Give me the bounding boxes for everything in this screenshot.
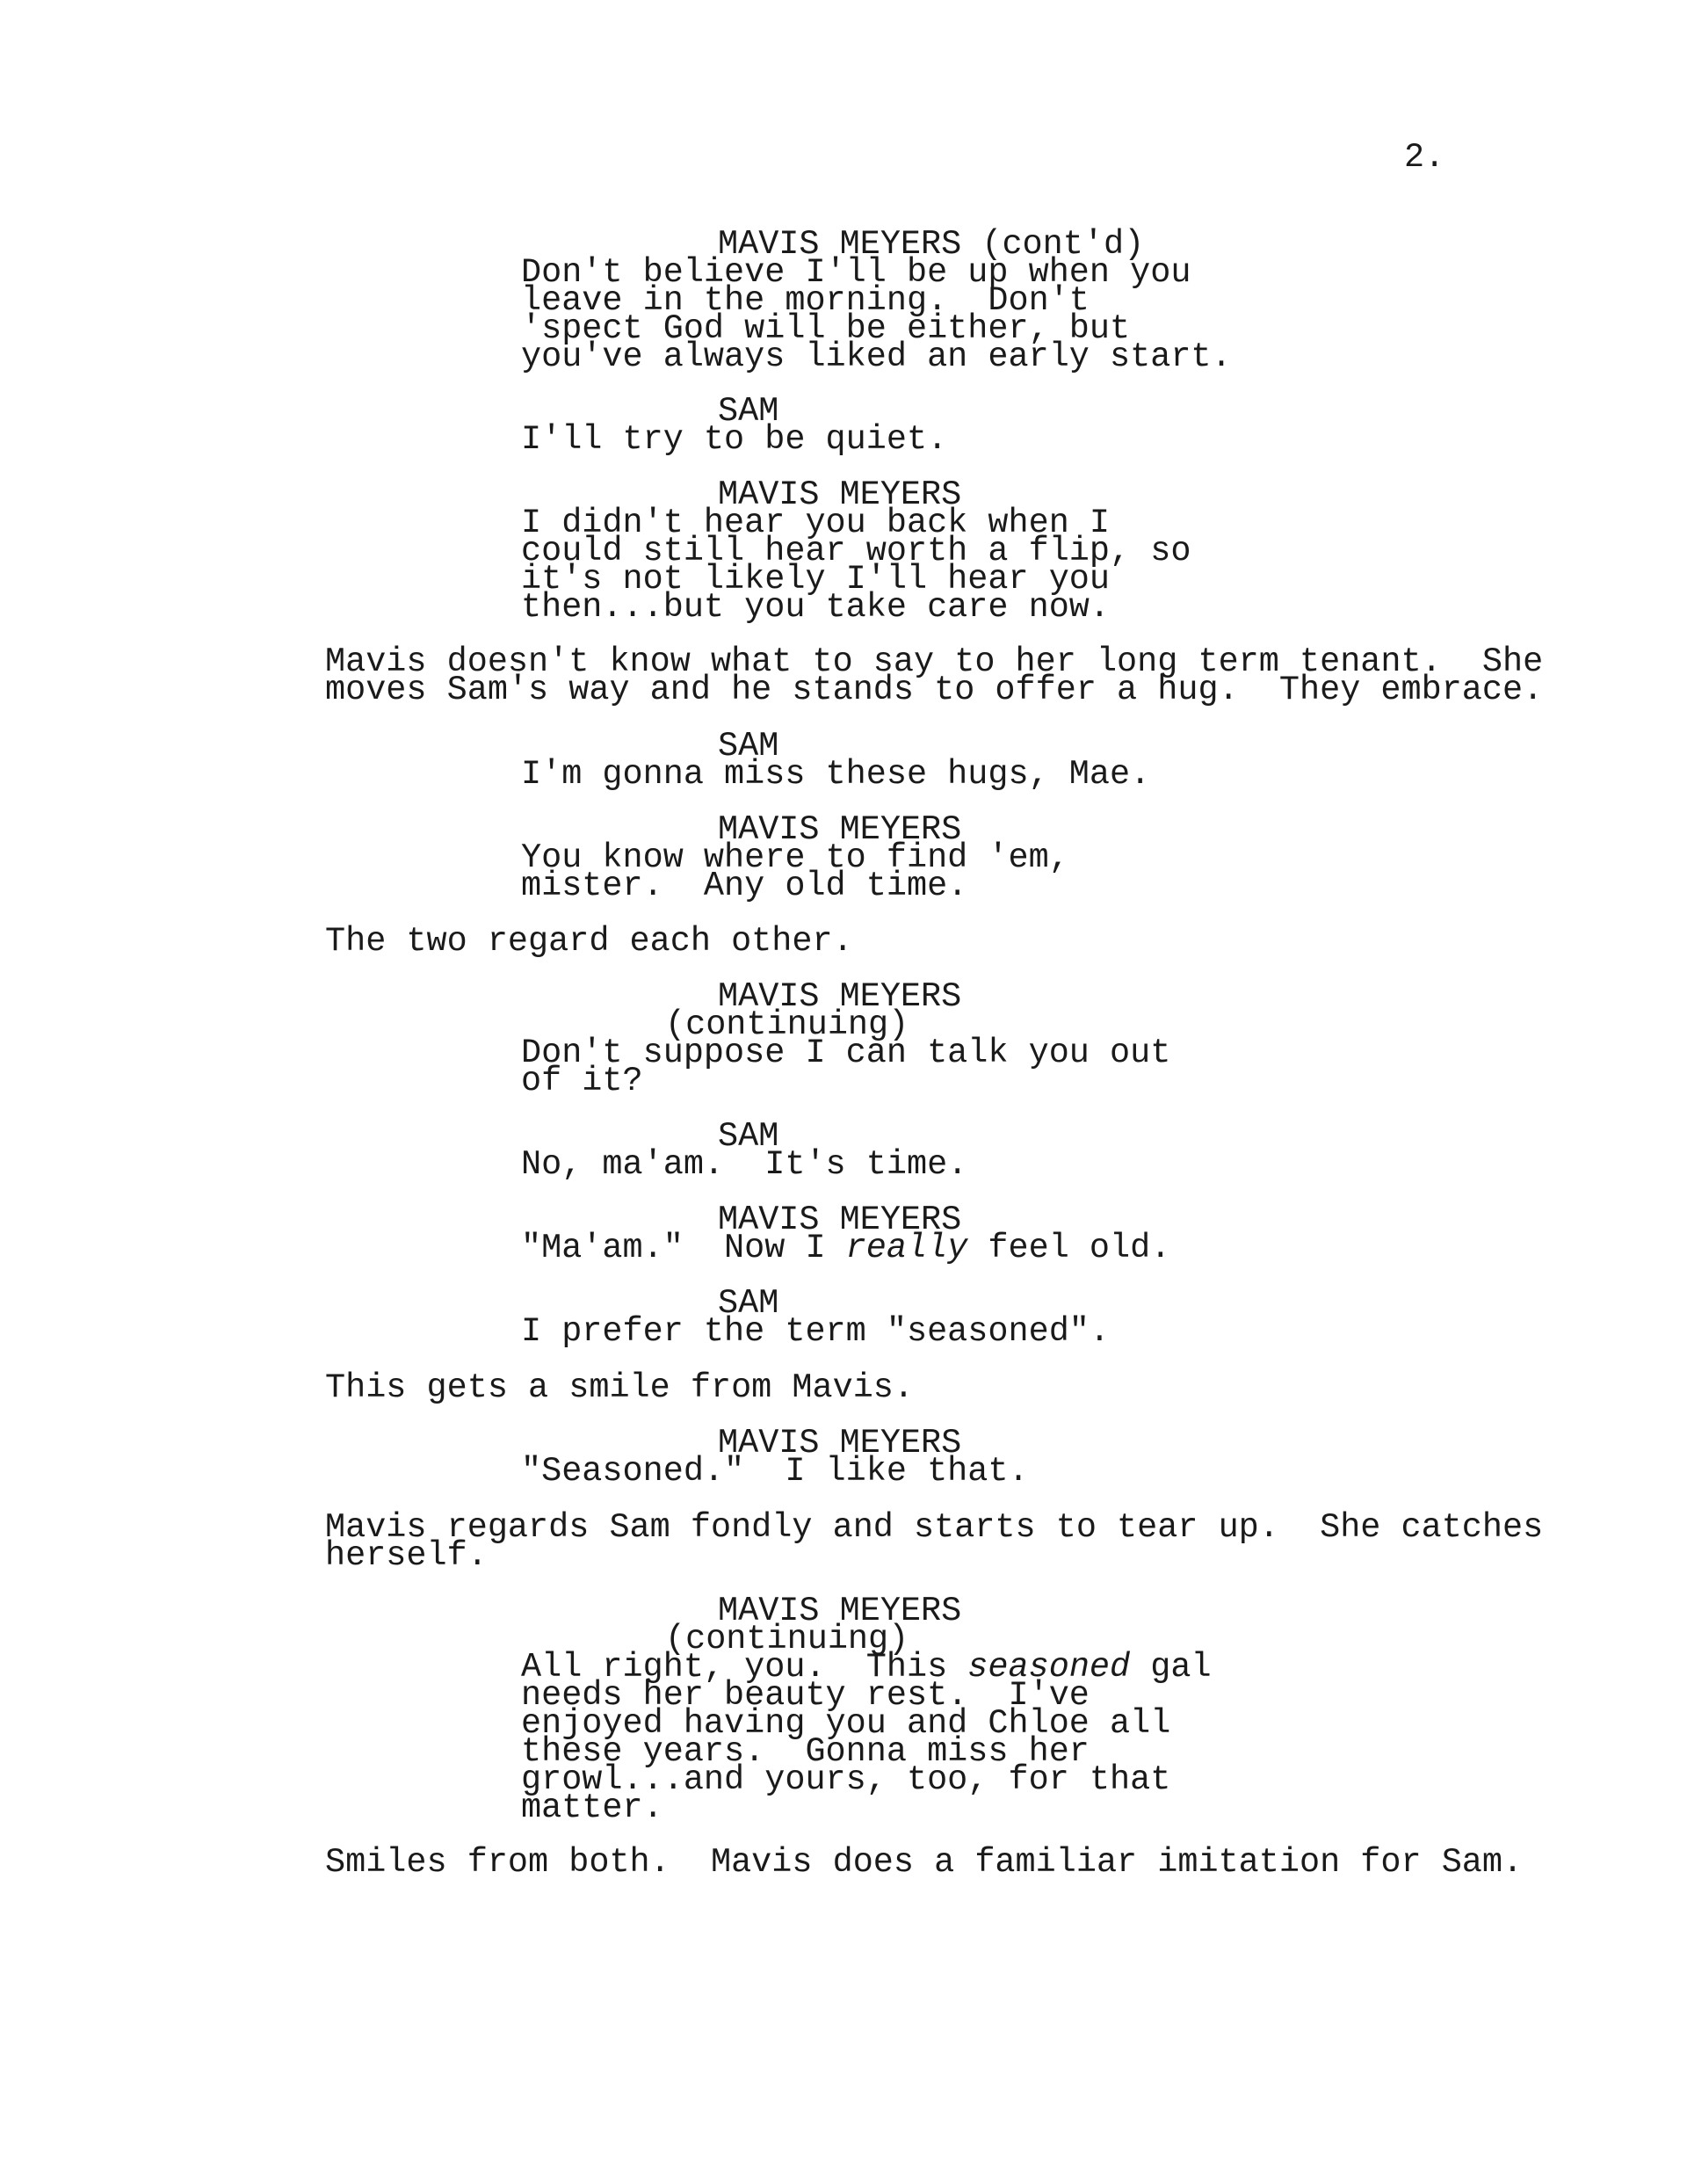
- character-cue: MAVIS MEYERS: [718, 977, 962, 1016]
- dialogue-line: I'm gonna miss these hugs, Mae.: [521, 755, 1151, 794]
- character-cue: MAVIS MEYERS: [718, 1592, 962, 1630]
- dialogue-line: matter.: [521, 1789, 663, 1827]
- dialogue-line: then...but you take care now.: [521, 588, 1111, 627]
- dialogue: [521, 1452, 1029, 1491]
- dialogue-line: Don't suppose I can talk you out: [521, 1034, 1171, 1072]
- character-cue: MAVIS MEYERS: [718, 1201, 962, 1239]
- dialogue-line: needs her beauty rest. I've: [521, 1676, 1090, 1715]
- character-cue: SAM: [718, 1284, 779, 1323]
- dialogue-line: "Seasoned." I like that.: [521, 1452, 1029, 1491]
- dialogue: [521, 253, 1232, 376]
- action: [325, 1368, 915, 1407]
- dialogue-line: You know where to find 'em,: [521, 838, 1069, 877]
- dialogue-line: could still hear worth a flip, so: [521, 532, 1191, 570]
- dialogue-line: I didn't hear you back when I: [521, 504, 1111, 542]
- parenthetical: (continuing): [665, 1620, 909, 1658]
- character-cue: SAM: [718, 727, 779, 765]
- dialogue-line: you've always liked an early start.: [521, 337, 1232, 376]
- emphasis: seasoned: [967, 1648, 1131, 1687]
- action: [325, 1843, 1524, 1882]
- dialogue: [521, 1312, 1111, 1351]
- dialogue-line: 'spect God will be either, but: [521, 309, 1131, 348]
- dialogue-line: All right, you. This seasoned gal: [521, 1648, 1212, 1687]
- character-cue: SAM: [718, 392, 779, 431]
- action-line: Mavis doesn't know what to say to her long term tenant. She: [325, 642, 1544, 681]
- dialogue: [521, 1145, 968, 1184]
- dialogue-line: it's not likely I'll hear you: [521, 560, 1111, 599]
- dialogue: [521, 755, 1151, 794]
- action-line: herself.: [325, 1536, 488, 1575]
- character-cue: SAM: [718, 1117, 779, 1156]
- action: [325, 642, 1544, 709]
- dialogue-line: No, ma'am. It's time.: [521, 1145, 968, 1184]
- character-cue: MAVIS MEYERS (cont'd): [718, 225, 1145, 264]
- dialogue-line: these years. Gonna miss her: [521, 1732, 1090, 1771]
- character-cue: MAVIS MEYERS: [718, 1424, 962, 1462]
- dialogue-line: Don't believe I'll be up when you: [521, 253, 1191, 292]
- page-number: 2.: [1404, 138, 1445, 177]
- dialogue-line: growl...and yours, too, for that: [521, 1760, 1171, 1799]
- action: [325, 1508, 1544, 1575]
- action-line: moves Sam's way and he stands to offer a hug. They embrace.: [325, 671, 1544, 709]
- dialogue-line: of it?: [521, 1062, 643, 1100]
- action-line: Smiles from both. Mavis does a familiar imitation for Sam.: [325, 1843, 1524, 1882]
- dialogue-line: leave in the morning. Don't: [521, 281, 1090, 320]
- dialogue-line: mister. Any old time.: [521, 867, 968, 905]
- character-cue: MAVIS MEYERS: [718, 475, 962, 514]
- emphasis: really: [845, 1229, 968, 1267]
- dialogue: [521, 838, 1069, 905]
- dialogue: [521, 504, 1191, 627]
- character-cue: MAVIS MEYERS: [718, 810, 962, 849]
- dialogue-line: I'll try to be quiet.: [521, 420, 948, 459]
- dialogue: [521, 1648, 1212, 1827]
- dialogue-line: enjoyed having you and Chloe all: [521, 1704, 1171, 1743]
- dialogue: [521, 1034, 1171, 1100]
- dialogue: [521, 420, 948, 459]
- action-line: The two regard each other.: [325, 922, 853, 961]
- dialogue-line: I prefer the term "seasoned".: [521, 1312, 1111, 1351]
- action: [325, 922, 853, 961]
- dialogue-line: "Ma'am." Now I really feel old.: [521, 1229, 1171, 1267]
- action-line: This gets a smile from Mavis.: [325, 1368, 915, 1407]
- parenthetical: (continuing): [665, 1005, 909, 1044]
- action-line: Mavis regards Sam fondly and starts to tear up. She catches: [325, 1508, 1544, 1547]
